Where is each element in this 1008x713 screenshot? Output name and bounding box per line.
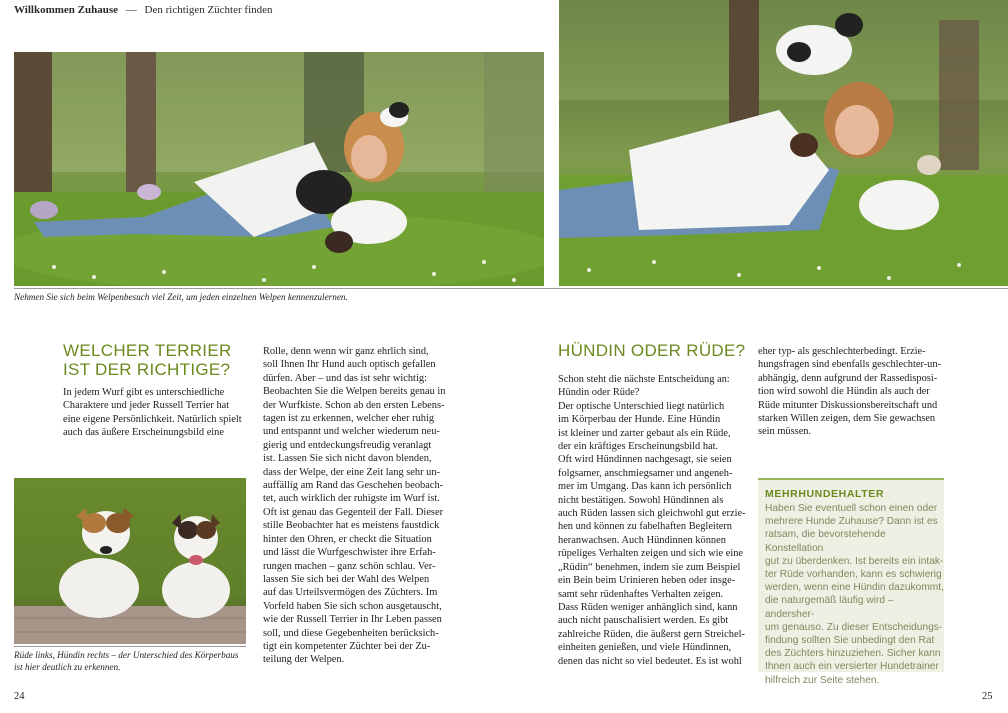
- body-line: tet, auch wirklich der ruhigste im Wurf ist.: [263, 493, 440, 505]
- section2-column1: [558, 373, 748, 668]
- body-line: abhängig, denn aufgrund der Rassedisposi-: [758, 372, 938, 384]
- section2-column2: [758, 345, 958, 439]
- info-box-line: die naturgemäß läufig wird – andersher-: [765, 595, 894, 620]
- section1-heading-line2: IST DER RICHTIGE?: [63, 360, 231, 379]
- body-line: ist. Lassen Sie sich nicht davon blenden,: [263, 453, 432, 465]
- info-box-line: gut zu überdenken. Ist bereits ein intak-: [765, 555, 944, 567]
- header-separator: —: [125, 4, 137, 16]
- intro-line: In jedem Wurf gibt es unterschiedliche: [63, 387, 225, 398]
- body-line: denen das nicht so viel bedeutet. Es ist wohl: [558, 655, 742, 667]
- body-line: Dass Rüden weniger anhänglich sind, kann: [558, 601, 738, 613]
- body-line: Rüde mitunter Diskussionsbereitschaft und: [758, 399, 938, 411]
- body-line: Hündin oder Rüde?: [558, 387, 640, 399]
- info-box-line: ratsam, die bevorstehende Konstellation: [765, 529, 886, 554]
- header-subtitle: Den richtigen Züchter finden: [144, 4, 273, 16]
- body-line: samt sehr rüdenhaftes Verhalten zeigen.: [558, 588, 724, 600]
- photo-two-terriers: [14, 478, 246, 644]
- photo-woman-with-puppies-left: [14, 52, 544, 286]
- body-line: Vorfeld haben Sie sich schon ausgetauscht,: [263, 600, 442, 612]
- body-line: tion wird sowohl die Hündin als auch der: [758, 386, 930, 398]
- body-line: ist kleiner und zarter gebaut als ein Rüde,: [558, 427, 731, 439]
- info-box-line: hilfreich zur Seite stehen.: [765, 674, 880, 686]
- info-box-line: ter Rüde vorhanden, kann es schwierig: [765, 569, 942, 581]
- body-line: der Wurfkiste. Schon ab den ersten Lebens-: [263, 399, 445, 411]
- body-line: Rolle, denn wenn wir ganz ehrlich sind,: [263, 346, 429, 357]
- info-box-line: mehrere Hunde Zuhause? Dann ist es: [765, 516, 938, 528]
- header-title: Willkommen Zuhause: [14, 4, 119, 16]
- page-number-left: 24: [14, 691, 25, 702]
- info-box-line: Ihnen auch ein versierter Hundetrainer: [765, 661, 939, 673]
- body-line: hen und können zu fabelhaften Begleitern: [558, 521, 732, 533]
- section1-intro: [63, 386, 253, 440]
- body-line: Schon steht die nächste Entscheidung an:: [558, 374, 730, 385]
- body-line: einheiten genießen, und viele Hündinnen,: [558, 642, 732, 654]
- body-line: und lässt die Wurfgeschwister ihre Erfah-: [263, 547, 436, 559]
- body-line: stille Beobachter hat es meistens faustdick: [263, 520, 440, 532]
- body-line: dass der Welpe, der eine Zeit lang sehr un-: [263, 466, 440, 478]
- info-box-line: werden, wenn eine Hündin dazukommt,: [765, 582, 944, 594]
- body-line: gierig und entdeckungsfreudig veranlagt: [263, 439, 432, 451]
- section2-heading: HÜNDIN ODER RÜDE?: [558, 341, 746, 360]
- body-line: auch Rüden lassen sich gleichwohl gut erzie-: [558, 508, 746, 520]
- body-line: „Rüdin“ benehmen, indem sie zum Beispiel: [558, 561, 741, 573]
- body-line: teilung der Welpen.: [263, 654, 345, 666]
- body-line: Der optische Unterschied liegt natürlich: [558, 400, 725, 412]
- body-line: nicht bestätigen. Sowohl Hündinnen als: [558, 494, 724, 506]
- body-line: wie der Russell Terrier in Ihr Leben passen: [263, 614, 442, 626]
- body-line: mer im Umgang. Das kann ich persönlich: [558, 481, 732, 493]
- body-line: zahlreiche Rüden, die äußerst gern Streichel-: [558, 628, 745, 640]
- intro-line: Charaktere und jeder Russell Terrier hat: [63, 400, 230, 412]
- intro-line: auch das äußere Erscheinungsbild eine: [63, 427, 224, 439]
- dogs-photo-caption: [14, 649, 254, 673]
- section1-column: [263, 345, 453, 667]
- body-line: tagen ist zu erkennen, welcher eher ruhig: [263, 413, 435, 425]
- info-box-line: des Züchters hinzuziehen. Sicher kann: [765, 648, 941, 660]
- body-line: lassen Sie sich bei der Wahl des Welpen: [263, 573, 430, 585]
- info-box-line: findung sollten Sie unbedingt den Rat: [765, 635, 935, 647]
- body-line: Beobachten Sie die Welpen bereits genau in: [263, 386, 446, 398]
- body-line: hungsfragen sind ebenfalls geschlechter-un-: [758, 359, 942, 371]
- body-line: rüpeliges Verhalten zeigen und sich wie eine: [558, 548, 744, 560]
- dogs-caption-rule: [14, 646, 246, 647]
- body-line: tigt ein kompetenter Züchter bei der Zu-: [263, 640, 431, 652]
- body-line: und entspannt und welcher wiederum neu-: [263, 426, 440, 438]
- body-line: dürfen. Aber – und das ist sehr wichtig:: [263, 372, 427, 384]
- body-line: starken Willen zeigen, dem Sie gewachsen: [758, 413, 936, 425]
- body-line: der ein kräftiges Erscheinungsbild hat.: [558, 441, 719, 453]
- info-box-line: Haben Sie eventuell schon einen oder: [765, 503, 938, 514]
- body-line: eher typ- als geschlechterbedingt. Erzie-: [758, 346, 926, 357]
- body-line: auch nicht pauschalisiert werden. Es gibt: [558, 615, 729, 627]
- body-line: sein müssen.: [758, 426, 812, 438]
- body-line: rungen machen – ganz schön schlau. Ver-: [263, 560, 436, 572]
- body-line: auffällig am Rand das Geschehen beobach-: [263, 480, 444, 492]
- info-box-line: um genauso. Zu dieser Entscheidungs-: [765, 621, 943, 633]
- dogs-caption-line: Rüde links, Hündin rechts – der Unterschied des Körperbaus: [14, 650, 239, 660]
- top-photo-caption: Nehmen Sie sich beim Welpenbesuch viel Zeit, um jeden einzelnen Welpen kennenzulernen.: [14, 292, 348, 302]
- info-box-text: [765, 502, 944, 687]
- running-header: [14, 4, 273, 16]
- body-line: hinter den Ohren, er checkt die Situation: [263, 533, 432, 545]
- photo-woman-with-puppies-right: [559, 0, 1008, 286]
- body-line: ein Bein beim Urinieren heben oder insge-: [558, 575, 736, 587]
- section1-heading-line1: WELCHER TERRIER: [63, 341, 232, 360]
- page-number-right: 25: [982, 691, 993, 702]
- intro-line: eine eigene Persönlichkeit. Natürlich spielt: [63, 413, 242, 425]
- section1-heading: [63, 341, 232, 379]
- body-line: im Körperbau der Hunde. Eine Hündin: [558, 414, 721, 426]
- body-line: heranwachsen. Auch Hündinnen können: [558, 534, 726, 546]
- body-line: soll Ihnen Ihr Hund auch optisch gefallen: [263, 359, 436, 371]
- top-caption-rule: [14, 288, 1008, 289]
- body-line: Oft ist genau das Gegenteil der Fall. Dieser: [263, 506, 444, 518]
- info-box-mehrhundehalter: [758, 478, 944, 686]
- body-line: folgsamer, anschmiegsamer und angeneh-: [558, 467, 733, 479]
- info-box-title: MEHRHUNDEHALTER: [765, 488, 885, 500]
- body-line: auf das Urteilsvermögen des Züchters. Im: [263, 587, 438, 599]
- dogs-caption-line: ist hier deutlich zu erkennen.: [14, 662, 121, 672]
- body-line: soll, und diese Gegebenheiten berücksich-: [263, 627, 439, 639]
- body-line: Oft wird Hündinnen nachgesagt, sie seien: [558, 454, 732, 466]
